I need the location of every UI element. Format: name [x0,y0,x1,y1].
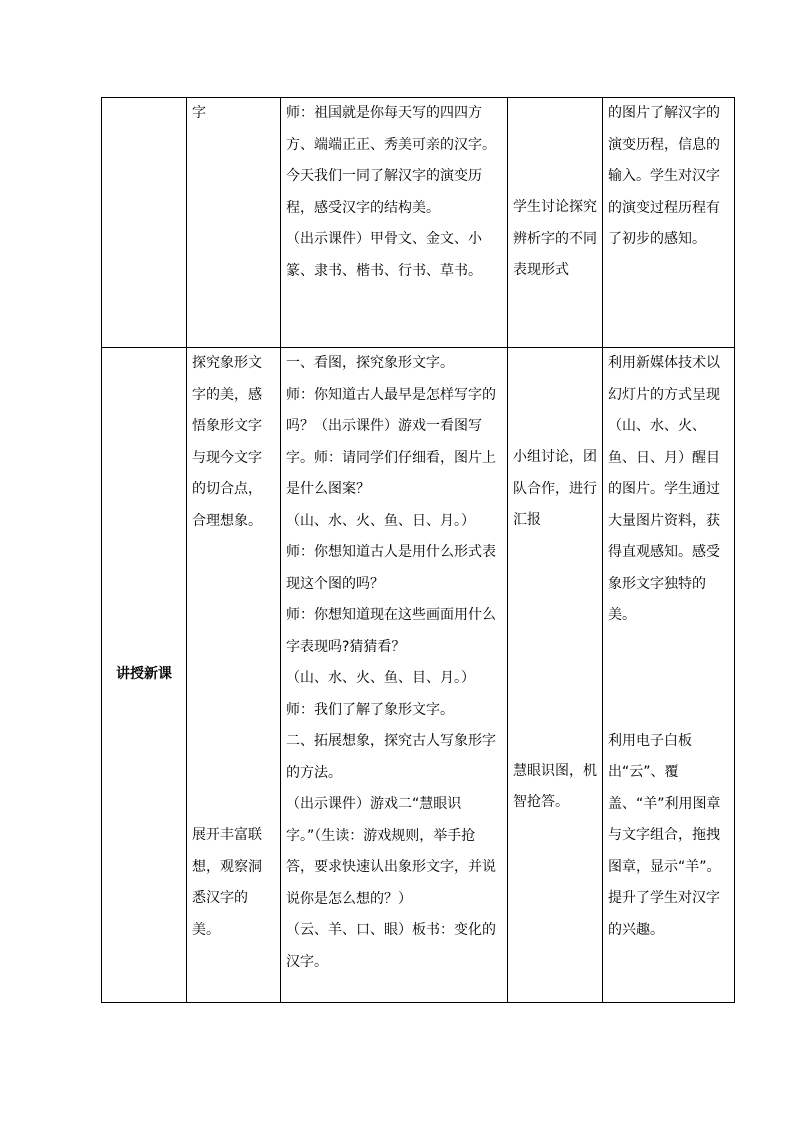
student-text-a: 小组讨论，团队合作，进行汇报 [513,449,597,528]
goal-cell [187,348,281,1003]
teacher-paragraph: 一、看图，探究象形文字。 [286,355,454,371]
table-row [102,98,735,348]
student-activity-cell [508,348,603,1003]
goal-text-a: 探究象形文字的美，感悟象形文字与现今文字的切合点，合理想象。 [192,355,262,529]
teacher-paragraph: 今天我们一同了解汉字的演变历程，感受汉字的结构美。 [286,168,482,216]
section-cell: 讲授新课 [102,348,187,1003]
teacher-paragraph: （出示课件）游戏二“慧眼识字。”（生读：游戏规则，举手抢答，要求快速认出象形文字，并说说你是怎么想的？） [286,796,496,907]
teacher-paragraph: 二、拓展想象，探究古人写象形字的方法。 [286,733,496,781]
table-row [102,348,735,1003]
student-text-b: 慧眼识图，机智抢答。 [513,762,597,810]
design-intent-cell [603,348,735,1003]
goal-text: 字 [192,105,206,121]
goal-cell [187,98,281,348]
teacher-paragraph: （山、水、火、鱼、目、月。）师：我们了解了象形文字。 [286,670,475,718]
teacher-activity-cell [281,348,508,1003]
student-text: 学生讨论探究辨析字的不同表现形式 [513,199,597,278]
intent-text-a: 利用新媒体技术以幻灯片的方式呈现（山、水、火、鱼、日、月）醒目的图片。学生通过大量图片资料，获得直观感知。感受象形文字独特的美。 [608,355,720,623]
goal-text-b: 展开丰富联想，观察洞悉汉字的美。 [192,827,262,938]
lesson-plan-table-wrapper [101,97,734,1002]
teacher-paragraph: 师：祖国就是你每天写的四四方方、端端正正、秀美可亲的汉字。 [286,105,496,153]
student-activity-cell [508,98,603,348]
teacher-activity-cell [281,98,508,348]
intent-text: 的图片了解汉字的演变历程，信息的输入。学生对汉字的演变过程历程有了初步的感知。 [608,105,720,247]
intent-text-b: 利用电子白板出“云”、覆盖、“羊”利用图章与文字组合，拖拽图章，显示“羊”。提升了学生对汉字的兴趣。 [608,732,721,938]
teacher-paragraph: 师：你想知道现在这些画面用什么字表现吗?猜猜看？ [286,607,496,655]
design-intent-cell [603,98,735,348]
lesson-plan-table [101,97,735,1003]
teacher-paragraph: 师：你知道古人最早是怎样写字的吗？（出示课件）游戏一看图写字。师：请同学们仔细看，图片上是什么图案？ [286,386,496,497]
teacher-paragraph: （云、羊、口、眼）板书：变化的汉字。 [286,922,496,970]
teacher-paragraph: （出示课件）甲骨文、金文、小篆、隶书、楷书、行书、草书。 [286,231,482,279]
teacher-paragraph: （山、水、火、鱼、日、月。）师：你想知道古人是用什么形式表现这个图的吗？ [286,512,496,592]
section-cell [102,98,187,348]
